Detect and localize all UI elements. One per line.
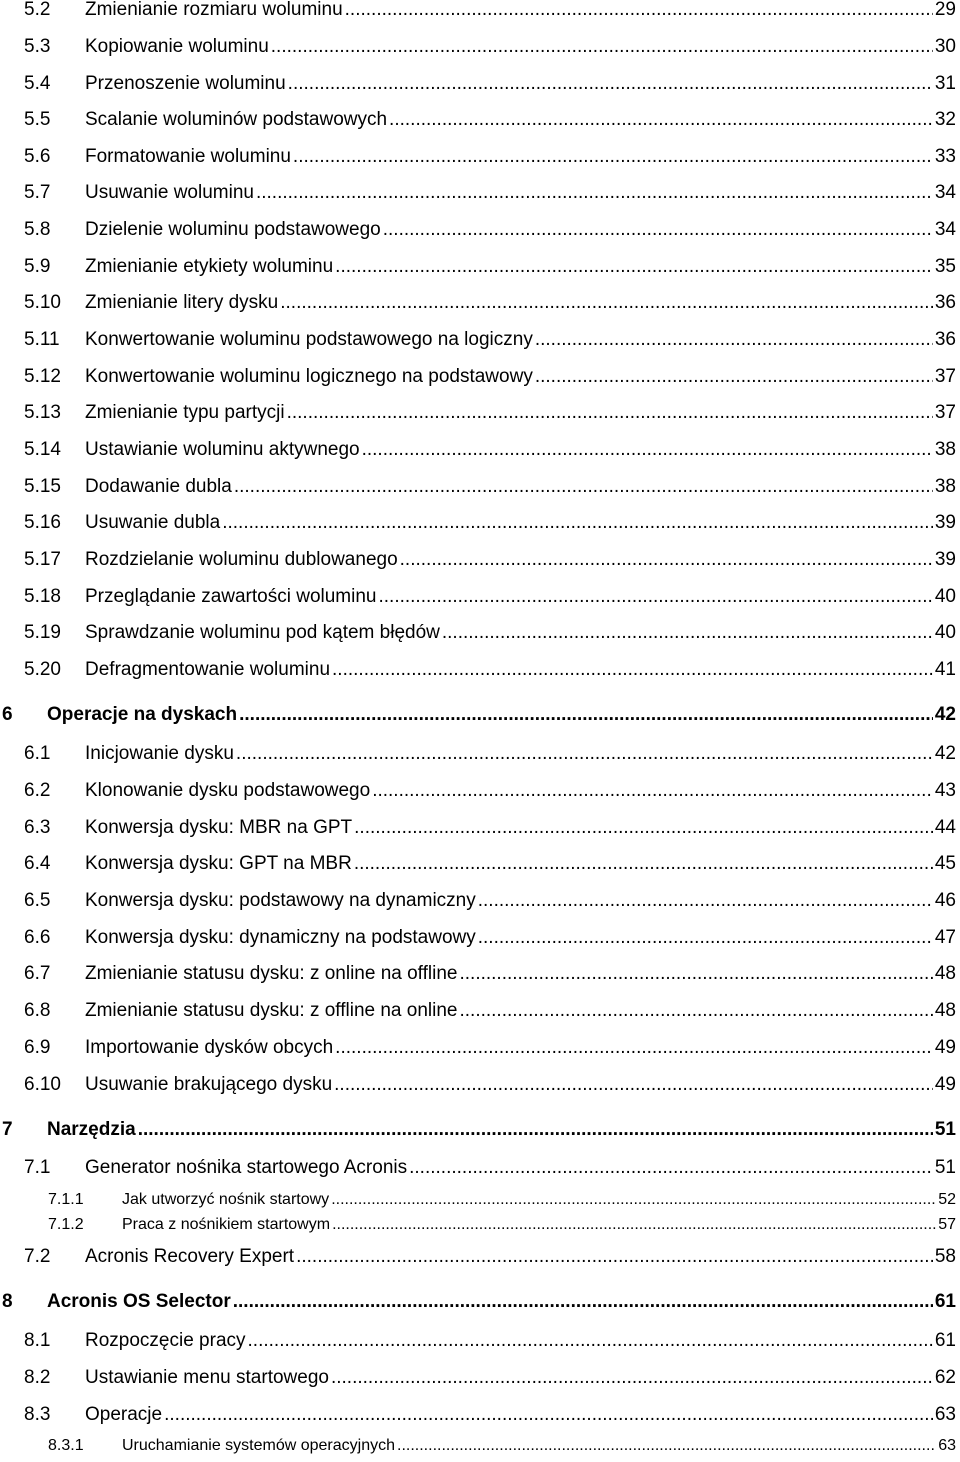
toc-entry[interactable] xyxy=(0,257,956,276)
toc-page-number: 58 xyxy=(934,1246,956,1267)
toc-entry[interactable] xyxy=(0,37,956,56)
toc-entry[interactable] xyxy=(0,781,956,800)
toc-page-number: 63 xyxy=(938,1437,956,1454)
toc-title: Operacje xyxy=(85,1404,163,1425)
toc-entry[interactable] xyxy=(0,1368,956,1387)
toc-title: Konwersja dysku: GPT na MBR xyxy=(85,853,352,874)
toc-number: 5.17 xyxy=(24,549,61,570)
toc-number: 5.3 xyxy=(24,36,51,57)
toc-title: Zmienianie typu partycji xyxy=(85,402,285,423)
toc-entry[interactable] xyxy=(0,818,956,837)
toc-number: 5.18 xyxy=(24,586,61,607)
toc-entry[interactable] xyxy=(0,220,956,239)
toc-title: Ustawianie menu startowego xyxy=(85,1367,329,1388)
toc-entry[interactable] xyxy=(0,891,956,910)
toc-leader-dots xyxy=(459,964,932,983)
toc-number: 5.7 xyxy=(24,182,51,203)
toc-page-number: 39 xyxy=(934,549,956,570)
toc-number: 6.6 xyxy=(24,927,51,948)
toc-page-number: 43 xyxy=(934,780,956,801)
toc-page-number: 41 xyxy=(934,659,956,680)
toc-leader-dots xyxy=(239,705,933,724)
toc-leader-dots xyxy=(248,1331,933,1350)
toc-chapter[interactable] xyxy=(0,1292,956,1311)
toc-entry[interactable] xyxy=(0,440,956,459)
toc-page-number: 34 xyxy=(934,219,956,240)
toc-number: 5.6 xyxy=(24,146,51,167)
toc-title: Scalanie woluminów podstawowych xyxy=(85,109,388,130)
toc-entry[interactable] xyxy=(0,1158,956,1177)
toc-leader-dots xyxy=(332,1217,936,1233)
toc-number: 5.8 xyxy=(24,219,51,240)
toc-title: Defragmentowanie woluminu xyxy=(85,659,331,680)
toc-number: 7.2 xyxy=(24,1246,51,1267)
toc-entry[interactable] xyxy=(0,293,956,312)
toc-leader-dots xyxy=(234,477,933,496)
toc-number: 6.4 xyxy=(24,853,51,874)
toc-entry[interactable] xyxy=(0,1405,956,1424)
toc-title: Praca z nośnikiem startowym xyxy=(122,1216,331,1233)
toc-leader-dots xyxy=(535,330,933,349)
toc-entry[interactable] xyxy=(0,367,956,386)
toc-page-number: 61 xyxy=(934,1291,956,1312)
toc-leader-dots xyxy=(478,928,933,947)
toc-leader-dots xyxy=(335,257,933,276)
toc-number: 6 xyxy=(2,704,13,725)
toc-number: 5.19 xyxy=(24,622,61,643)
toc-page-number: 42 xyxy=(934,743,956,764)
toc-entry[interactable] xyxy=(0,587,956,606)
toc-entry[interactable] xyxy=(0,0,956,19)
toc-page-number: 30 xyxy=(934,36,956,57)
toc-leader-dots xyxy=(293,147,933,166)
toc-number: 6.3 xyxy=(24,817,51,838)
toc-page-number: 40 xyxy=(934,586,956,607)
toc-entry[interactable] xyxy=(0,403,956,422)
toc-title: Acronis Recovery Expert xyxy=(85,1246,295,1267)
toc-page-number: 48 xyxy=(934,1000,956,1021)
toc-title: Jak utworzyć nośnik startowy xyxy=(122,1191,330,1208)
toc-number: 5.14 xyxy=(24,439,61,460)
toc-page-number: 51 xyxy=(934,1157,956,1178)
toc-number: 8.1 xyxy=(24,1330,51,1351)
toc-leader-dots xyxy=(535,367,933,386)
toc-number: 5.2 xyxy=(24,0,51,20)
toc-title: Konwertowanie woluminu logicznego na podstawowy xyxy=(85,366,533,387)
toc-page-number: 37 xyxy=(934,402,956,423)
toc-entry[interactable] xyxy=(0,928,956,947)
toc-title: Generator nośnika startowego Acronis xyxy=(85,1157,408,1178)
toc-leader-dots xyxy=(331,1368,933,1387)
toc-entry[interactable] xyxy=(0,660,956,679)
toc-leader-dots xyxy=(256,183,933,202)
toc-page-number: 44 xyxy=(934,817,956,838)
toc-page-number: 51 xyxy=(934,1119,956,1140)
toc-title: Klonowanie dysku podstawowego xyxy=(85,780,371,801)
toc-title: Zmienianie litery dysku xyxy=(85,292,279,313)
toc-leader-dots xyxy=(138,1120,933,1139)
toc-title: Zmienianie statusu dysku: z online na offline xyxy=(85,963,458,984)
toc-page-number: 38 xyxy=(934,439,956,460)
toc-page-number: 31 xyxy=(934,73,956,94)
toc-number: 7.1 xyxy=(24,1157,51,1178)
toc-entry[interactable] xyxy=(0,1331,956,1350)
toc-number: 6.7 xyxy=(24,963,51,984)
toc-number: 5.11 xyxy=(24,329,60,350)
toc-title: Rozdzielanie woluminu dublowanego xyxy=(85,549,398,570)
toc-number: 5.4 xyxy=(24,73,51,94)
toc-page-number: 40 xyxy=(934,622,956,643)
toc-title: Zmienianie rozmiaru woluminu xyxy=(85,0,343,20)
toc-leader-dots xyxy=(362,440,933,459)
toc-entry[interactable] xyxy=(0,1438,956,1454)
toc-leader-dots xyxy=(383,220,933,239)
toc-number: 5.12 xyxy=(24,366,61,387)
toc-leader-dots xyxy=(372,781,933,800)
toc-entry[interactable] xyxy=(0,1247,956,1266)
toc-title: Zmienianie statusu dysku: z offline na online xyxy=(85,1000,458,1021)
toc-title: Kopiowanie woluminu xyxy=(85,36,269,57)
toc-number: 5.15 xyxy=(24,476,61,497)
toc-page-number: 52 xyxy=(938,1191,956,1208)
toc-leader-dots xyxy=(478,891,933,910)
toc-number: 5.13 xyxy=(24,402,61,423)
toc-number: 6.1 xyxy=(24,743,51,764)
toc-title: Przeglądanie zawartości woluminu xyxy=(85,586,377,607)
toc-number: 5.20 xyxy=(24,659,61,680)
toc-entry[interactable] xyxy=(0,74,956,93)
toc-leader-dots xyxy=(409,1158,933,1177)
toc-number: 8 xyxy=(2,1291,13,1312)
toc-leader-dots xyxy=(345,0,933,19)
toc-title: Dodawanie dubla xyxy=(85,476,232,497)
toc-number: 5.16 xyxy=(24,512,61,533)
toc-page-number: 32 xyxy=(934,109,956,130)
toc-title: Ustawianie woluminu aktywnego xyxy=(85,439,360,460)
toc-leader-dots xyxy=(378,587,932,606)
toc-page-number: 63 xyxy=(934,1404,956,1425)
toc-entry[interactable] xyxy=(0,183,956,202)
toc-entry[interactable] xyxy=(0,513,956,532)
toc-title: Sprawdzanie woluminu pod kątem błędów xyxy=(85,622,440,643)
toc-title: Konwertowanie woluminu podstawowego na logiczny xyxy=(85,329,533,350)
toc-title: Operacje na dyskach xyxy=(47,704,238,725)
toc-number: 7.1.2 xyxy=(48,1216,84,1233)
toc-leader-dots xyxy=(442,623,933,642)
toc-leader-dots xyxy=(222,513,933,532)
toc-page-number: 47 xyxy=(934,927,956,948)
toc-entry[interactable] xyxy=(0,623,956,642)
toc-leader-dots xyxy=(354,854,933,873)
toc-page-number: 48 xyxy=(934,963,956,984)
toc-title: Konwersja dysku: MBR na GPT xyxy=(85,817,353,838)
toc-leader-dots xyxy=(271,37,933,56)
toc-page-number: 36 xyxy=(934,292,956,313)
toc-entry[interactable] xyxy=(0,1192,956,1208)
toc-title: Acronis OS Selector xyxy=(47,1291,231,1312)
toc-page-number: 33 xyxy=(934,146,956,167)
toc-title: Importowanie dysków obcych xyxy=(85,1037,334,1058)
toc-entry[interactable] xyxy=(0,1001,956,1020)
toc-leader-dots xyxy=(389,110,933,129)
toc-leader-dots xyxy=(287,403,933,422)
toc-title: Inicjowanie dysku xyxy=(85,743,234,764)
toc-title: Zmienianie etykiety woluminu xyxy=(85,256,334,277)
toc-page-number: 49 xyxy=(934,1037,956,1058)
toc-entry[interactable] xyxy=(0,477,956,496)
toc-leader-dots xyxy=(334,1075,933,1094)
toc-number: 6.8 xyxy=(24,1000,51,1021)
toc-number: 5.9 xyxy=(24,256,51,277)
toc-page-number: 39 xyxy=(934,512,956,533)
toc-title: Rozpoczęcie pracy xyxy=(85,1330,246,1351)
toc-number: 6.2 xyxy=(24,780,51,801)
toc-entry[interactable] xyxy=(0,854,956,873)
toc-page-number: 29 xyxy=(934,0,956,20)
toc-title: Konwersja dysku: podstawowy na dynamiczny xyxy=(85,890,476,911)
toc-entry[interactable] xyxy=(0,110,956,129)
toc-entry[interactable] xyxy=(0,964,956,983)
toc-number: 6.5 xyxy=(24,890,51,911)
toc-page-number: 37 xyxy=(934,366,956,387)
toc-page-number: 46 xyxy=(934,890,956,911)
toc-leader-dots xyxy=(296,1247,933,1266)
toc-number: 5.5 xyxy=(24,109,51,130)
toc-title: Usuwanie brakującego dysku xyxy=(85,1074,333,1095)
toc-title: Usuwanie dubla xyxy=(85,512,221,533)
toc-leader-dots xyxy=(331,1192,936,1208)
toc-number: 7 xyxy=(2,1119,13,1140)
toc-leader-dots xyxy=(354,818,933,837)
toc-chapter[interactable] xyxy=(0,1120,956,1139)
toc-page-number: 62 xyxy=(934,1367,956,1388)
toc-number: 6.9 xyxy=(24,1037,51,1058)
toc-chapter[interactable] xyxy=(0,705,956,724)
toc-entry[interactable] xyxy=(0,550,956,569)
toc-page-number: 38 xyxy=(934,476,956,497)
toc-page-number: 36 xyxy=(934,329,956,350)
toc-page-number: 34 xyxy=(934,182,956,203)
toc-entry[interactable] xyxy=(0,147,956,166)
toc-title: Usuwanie woluminu xyxy=(85,182,254,203)
toc-leader-dots xyxy=(397,1438,936,1454)
toc-leader-dots xyxy=(233,1292,933,1311)
toc-leader-dots xyxy=(332,660,933,679)
toc-entry[interactable] xyxy=(0,330,956,349)
toc-leader-dots xyxy=(459,1001,932,1020)
toc-number: 8.2 xyxy=(24,1367,51,1388)
toc-page-number: 61 xyxy=(934,1330,956,1351)
toc-title: Formatowanie woluminu xyxy=(85,146,291,167)
toc-leader-dots xyxy=(335,1038,933,1057)
toc-page-number: 45 xyxy=(934,853,956,874)
toc-entry[interactable] xyxy=(0,744,956,763)
toc-title: Narzędzia xyxy=(47,1119,136,1140)
toc-leader-dots xyxy=(236,744,933,763)
toc-number: 8.3 xyxy=(24,1404,51,1425)
toc-number: 7.1.1 xyxy=(48,1191,84,1208)
toc-leader-dots xyxy=(400,550,933,569)
toc-title: Konwersja dysku: dynamiczny na podstawowy xyxy=(85,927,476,948)
toc-leader-dots xyxy=(280,293,933,312)
toc-title: Uruchamianie systemów operacyjnych xyxy=(122,1437,395,1454)
toc-leader-dots xyxy=(288,74,933,93)
toc-title: Przenoszenie woluminu xyxy=(85,73,286,94)
toc-title: Dzielenie woluminu podstawowego xyxy=(85,219,381,240)
toc-page-number: 42 xyxy=(934,704,956,725)
toc-page-number: 49 xyxy=(934,1074,956,1095)
toc-entry[interactable] xyxy=(0,1217,956,1233)
toc-entry[interactable] xyxy=(0,1038,956,1057)
toc-page-number: 35 xyxy=(934,256,956,277)
toc-number: 8.3.1 xyxy=(48,1437,84,1454)
toc-page-number: 57 xyxy=(938,1216,956,1233)
toc-entry[interactable] xyxy=(0,1075,956,1094)
toc-leader-dots xyxy=(164,1405,933,1424)
toc-number: 6.10 xyxy=(24,1074,61,1095)
toc-number: 5.10 xyxy=(24,292,61,313)
